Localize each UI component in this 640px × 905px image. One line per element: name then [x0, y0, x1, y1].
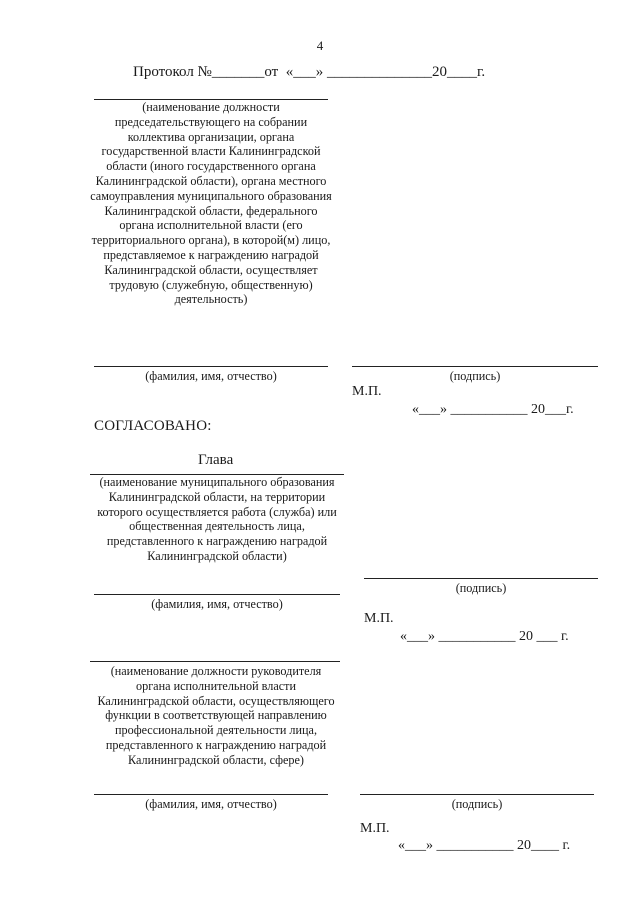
date-line: «___» ___________ 20___г. — [412, 402, 574, 417]
signature-caption: (подпись) — [455, 581, 507, 595]
fio-caption: (фамилия, имя, отчество) — [145, 797, 277, 811]
signature-line — [364, 578, 598, 579]
seal-mark: М.П. — [360, 821, 390, 836]
signature-caption: (подпись) — [449, 369, 501, 383]
executive-position-caption: (наименование должности руководителя органа исполнительной власти Калининградской области, осуществляющего функции в соответствующей направлению профессиональной деятельности лица, представленного к награждению наградой Калининградской области, сфере) — [97, 664, 335, 767]
date-line: «___» ___________ 20____ г. — [398, 838, 571, 853]
signature-caption: (подпись) — [451, 797, 503, 811]
signature-line — [352, 366, 598, 367]
head-title: Глава — [198, 452, 234, 468]
seal-mark: М.П. — [352, 384, 382, 399]
seal-mark: М.П. — [364, 611, 394, 626]
fio-line — [94, 366, 328, 367]
page-number: 4 — [316, 38, 324, 53]
fio-caption: (фамилия, имя, отчество) — [145, 369, 277, 383]
municipality-caption: (наименование муниципального образования Калининградской области, на территории которого осуществляется работа (служба) или общественная деятельность лица, представленного к награждению наградой Калининградской области) — [97, 475, 337, 563]
fio-caption: (фамилия, имя, отчество) — [151, 597, 283, 611]
date-line: «___» ___________ 20 ___ г. — [400, 629, 569, 644]
protocol-line: Протокол №_______от «___» ______________20____г. — [133, 64, 486, 80]
executive-position-line — [90, 661, 340, 662]
agreed-heading: СОГЛАСОВАНО: — [94, 418, 212, 434]
fio-line — [94, 594, 340, 595]
signature-line — [360, 794, 594, 795]
fio-line — [94, 794, 328, 795]
position-caption: (наименование должности председательствующего на собрании коллектива организации, органа государственной власти Калининградской области (иного государственного органа Калининградской области), органа местного самоуправления муниципального образования Калининградской области, федерального органа исполнительной власти (его территориального органа), в которой(м) лицо, представляемое к награждению наградой Калининградской области, осуществляет трудовую (служебную, общественную) деятельность) — [90, 100, 332, 307]
